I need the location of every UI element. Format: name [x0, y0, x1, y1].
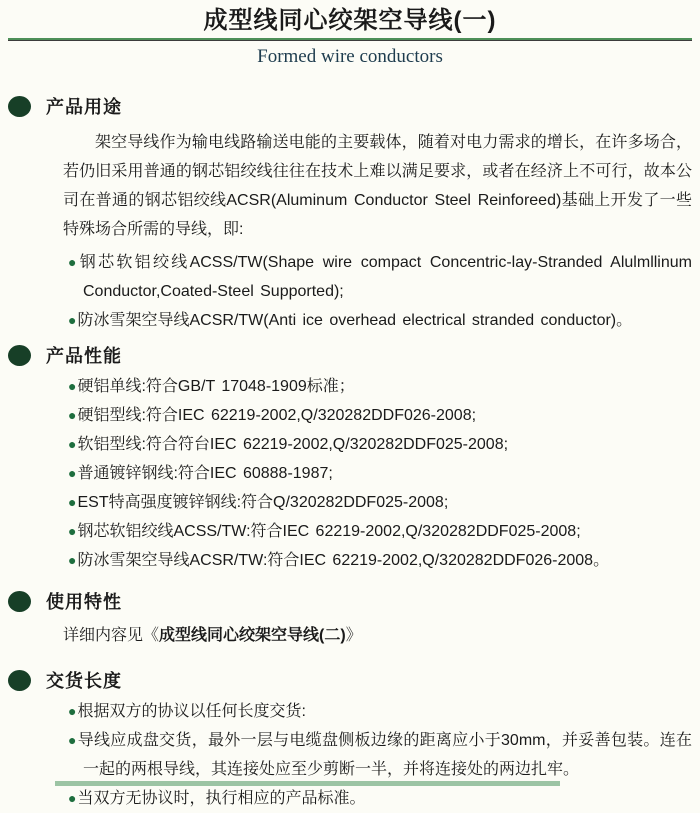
list-item: ● 硬铝单线:符合GB/T 17048-1909标准； [68, 372, 692, 401]
usage-note-reference-title: 成型线同心绞架空导线(二) [159, 627, 346, 644]
section-header-product-performance [8, 342, 700, 368]
list-item: ● 导线应成盘交货，最外一层与电缆盘侧板边缘的距离应小于30mm，并妥善包装。连在一起的两根导线，其连接处应至少剪断一半，并将连接处的两边扎牢。 [68, 726, 692, 784]
section-header-product-use [8, 93, 700, 119]
delivery-length-list [68, 697, 692, 813]
product-use-paragraph: 架空导线作为输电线路输送电能的主要载体，随着对电力需求的增长，在许多场合，若仍旧采用普通的钢芯铝绞线往往在技术上难以满足要求，或者在经济上不可行，故本公司在普通的钢芯铝绞线ACSR(Aluminum Conductor Steel Reinforeed)基础上开发了一些特殊场合所需的导线，即: [63, 134, 692, 238]
section-bullet-icon [8, 670, 31, 691]
list-item: ● 软铝型线:符合符台IEC 62219-2002,Q/320282DDF025-2008; [68, 430, 692, 459]
list-item: ● 钢芯软铝绞线ACSS/TW:符合IEC 62219-2002,Q/320282DDF025-2008; [68, 517, 692, 546]
product-performance-list [68, 372, 692, 575]
section-header-delivery-length [8, 667, 700, 693]
list-item: ● 钢芯软铝绞线ACSS/TW(Shape wire compact Concentric-lay-Stranded Alulmllinum Conductor,Coated-Steel Supported); [68, 248, 692, 306]
list-item: ● 当双方无协议时，执行相应的产品标准。 [68, 784, 692, 813]
list-item: ● 根据双方的协议以任何长度交货: [68, 697, 692, 726]
section-title: 产品用途 [46, 97, 122, 117]
usage-note-suffix: 》 [345, 627, 362, 644]
section-title: 使用特性 [46, 592, 122, 612]
page-subtitle: Formed wire conductors [257, 46, 443, 67]
bottom-green-bar [55, 781, 560, 786]
section-bullet-icon [8, 591, 31, 612]
usage-note-prefix: 详细内容见《 [63, 627, 160, 644]
usage-note [63, 621, 692, 650]
section-bullet-icon [8, 345, 31, 366]
section-title: 产品性能 [46, 346, 122, 366]
list-item: ● 普通镀锌钢线:符合IEC 60888-1987; [68, 459, 692, 488]
page-title: 成型线同心绞架空导线(一) [203, 7, 497, 34]
title-divider [8, 38, 692, 41]
list-item: ● 防冰雪架空导线ACSR/TW:符合IEC 62219-2002,Q/320282DDF026-2008。 [68, 546, 692, 575]
section-title: 交货长度 [46, 671, 122, 691]
list-item: ● 硬铝型线:符合IEC 62219-2002,Q/320282DDF026-2008; [68, 401, 692, 430]
section-header-usage-characteristics [8, 588, 700, 614]
list-item: ● 防冰雪架空导线ACSR/TW(Anti ice overhead electrical stranded conductor)。 [68, 306, 692, 335]
section-bullet-icon [8, 96, 31, 117]
product-use-list [68, 248, 692, 335]
list-item: ● EST特高强度镀锌钢线:符合Q/320282DDF025-2008; [68, 488, 692, 517]
